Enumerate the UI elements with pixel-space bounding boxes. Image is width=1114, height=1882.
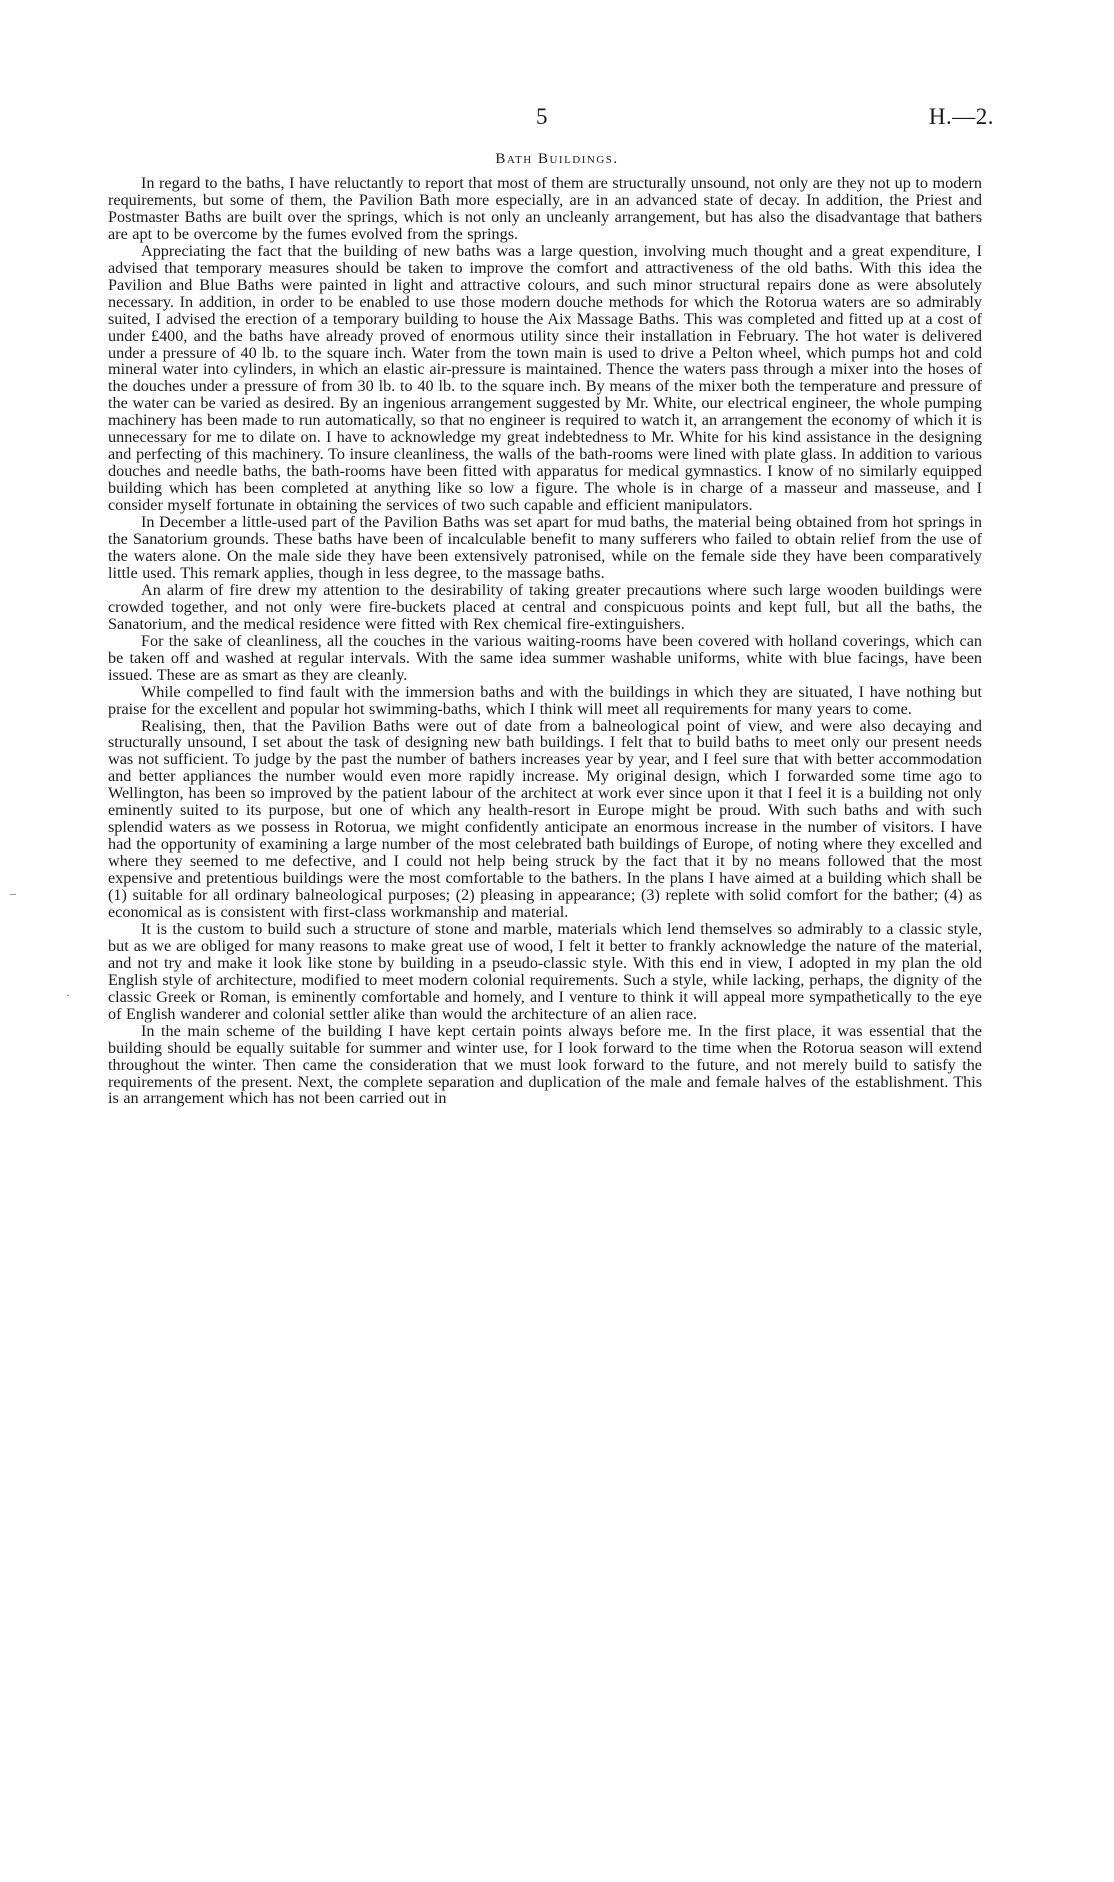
section-heading: Bath Buildings. <box>495 151 619 167</box>
document-code: H.—2. <box>928 104 994 129</box>
paragraph: An alarm of fire drew my attention to the desirability of taking greater precautions where such large wooden buildings were crowded together, and not only were fire-buckets placed at central and conspicuous points and kept full, but all the baths, the Sanatorium, and the medical residence were fitted with Rex chemical fire-extinguishers. <box>108 580 982 633</box>
margin-mark: · <box>66 988 70 1002</box>
paragraph: Appreciating the fact that the building of new baths was a large question, involving much thought and a great expenditure, I advised that temporary measures should be taken to improve the comfort and attractiveness of the old baths. With this idea the Pavilion and Blue Baths were painted in light and attractive colours, and such minor structural repairs done as were absolutely necessary. In addition, in order to be enabled to use those modern douche methods for which the Rotorua waters are so admirably suited, I advised the erection of a temporary building to house the Aix Massage Baths. This was completed and fitted up at a cost of under £400, and the baths have already proved of enormous utility since their installation in February. The hot water is delivered under a pressure of 40 lb. to the square inch. Water from the town main is used to drive a Pelton wheel, which pumps hot and cold mineral water into cylinders, in which an elastic air-pressure is maintained. Thence the waters pass through a mixer into the hoses of the douches under a pressure of from 30 lb. to 40 lb. to the square inch. By means of the mixer both the temperature and pressure of the water can be varied as desired. By an ingenious arrangement suggested by Mr. White, our electrical engineer, the whole pumping machinery has been made to run automatically, so that no engineer is required to watch it, an arrangement the economy of which it is unnecessary for me to dilate on. I have to acknowledge my great indebtedness to Mr. White for his kind assistance in the designing and perfecting of this machinery. To insure cleanliness, the walls of the bath-rooms were lined with plate glass. In addition to various douches and needle baths, the bath-rooms have been fitted with apparatus for medical gymnastics. I know of no similarly equipped building which has been completed at anything like so low a figure. The whole is in charge of a masseur and masseuse, and I consider myself fortunate in obtaining the services of two such capable and efficient manipulators. <box>108 241 982 515</box>
paragraph: In the main scheme of the building I have kept certain points always before me. In the first place, it was essential that the building should be equally suitable for summer and winter use, for I look forward to the time when the Rotorua season will extend throughout the winter. Then came the consideration that we must look forward to the future, and not merely build to satisfy the requirements of the present. Next, the complete separation and duplication of the male and female halves of the establishment. This is an arrangement which has not been carried out in <box>108 1021 982 1108</box>
paragraph: Realising, then, that the Pavilion Baths were out of date from a balneological point of view, and were also decaying and structurally unsound, I set about the task of designing new bath buildings. I felt that to build baths to meet only our present needs was not sufficient. To judge by the past the number of bathers increases year by year, and I feel sure that with better accommodation and better appliances the number would even more rapidly increase. My original design, which I forwarded some time ago to Wellington, has been so improved by the patient labour of the architect at work ever since upon it that I feel it is a building not only eminently suited to its purpose, but one of which any health-resort in Europe might be proud. With such baths and with such splendid waters as we possess in Rotorua, we might confidently anticipate an enormous increase in the number of visitors. I have had the opportunity of examining a large number of the most celebrated bath buildings of Europe, of noting where they excelled and where they seemed to me defective, and I could not help being struck by the fact that it by no means followed that the most expensive and pretentious buildings were the most comfortable to the bathers. In the plans I have aimed at a building which shall be (1) suitable for all ordinary balneological purposes; (2) pleasing in appearance; (3) replete with solid comfort for the bather; (4) as economical as is consistent with first-class workmanship and material. <box>108 716 982 921</box>
paragraph: In regard to the baths, I have reluctantly to report that most of them are structurally unsound, not only are they not up to modern requirements, but some of them, the Pavilion Bath more especially, are in an advanced state of decay. In addition, the Priest and Postmaster Baths are built over the springs, which is not only an uncleanly arrangement, but has also the disadvantage that bathers are apt to be overcome by the fumes evolved from the springs. <box>108 174 982 243</box>
body-text <box>108 175 982 1107</box>
paragraph: In December a little-used part of the Pavilion Baths was set apart for mud baths, the material being obtained from hot springs in the Sanatorium grounds. These baths have been of incalculable benefit to many sufferers who failed to obtain relief from the use of the waters alone. On the male side they have been extensively patronised, while on the female side they have been comparatively little used. This remark applies, though in less degree, to the massage baths. <box>108 513 982 582</box>
paragraph: While compelled to find fault with the immersion baths and with the buildings in which they are situated, I have nothing but praise for the excellent and popular hot swimming-baths, which I think will meet all requirements for many years to come. <box>108 682 982 718</box>
page-number: 5 <box>536 104 548 129</box>
paragraph: It is the custom to build such a structure of stone and marble, materials which lend themselves so admirably to a classic style, but as we are obliged for many reasons to make great use of wood, I felt it better to frankly acknowledge the nature of the material, and not try and make it look like stone by building in a pseudo-classic style. With this end in view, I adopted in my plan the old English style of architecture, modified to meet modern colonial requirements. Such a style, while lacking, perhaps, the dignity of the classic Greek or Roman, is eminently comfortable and homely, and I venture to think it will appeal more sympathetically to the eye of English wanderer and colonial settler alike than would the architecture of an alien race. <box>108 919 982 1023</box>
margin-mark: – <box>10 886 16 900</box>
paragraph: For the sake of cleanliness, all the couches in the various waiting-rooms have been covered with holland coverings, which can be taken off and washed at regular intervals. With the same idea summer washable uniforms, white with blue facings, have been issued. These are as smart as they are cleanly. <box>108 631 982 684</box>
